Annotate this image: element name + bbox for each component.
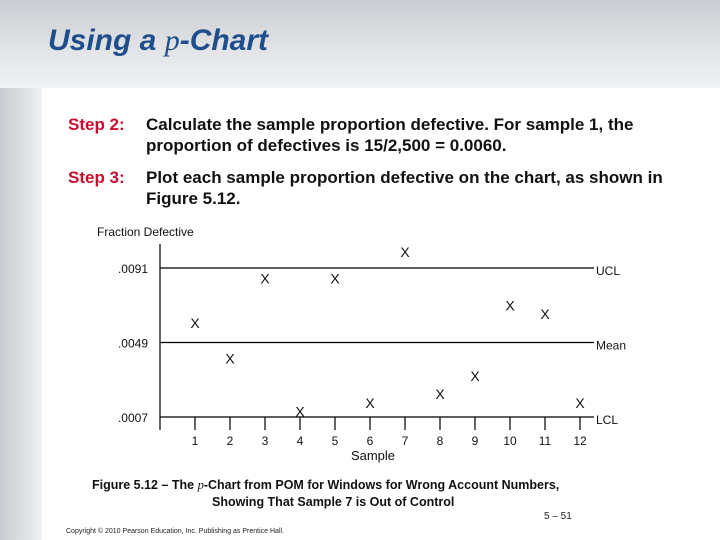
data-point-sample-1: X bbox=[190, 314, 200, 331]
title-prefix: Using a bbox=[48, 24, 165, 57]
data-point-sample-8: X bbox=[435, 385, 445, 402]
step-2-label: Step 2: bbox=[68, 115, 125, 134]
x-tick-label-3: 3 bbox=[261, 434, 269, 448]
x-tick-label-8: 8 bbox=[436, 434, 444, 448]
x-tick-label-2: 2 bbox=[226, 434, 234, 448]
x-axis-ticks bbox=[192, 417, 587, 448]
data-point-sample-7: X bbox=[400, 244, 410, 261]
step-3-text: Plot each sample proportion defective on the chart, as shown in Figure 5.12. bbox=[146, 168, 663, 208]
limit-tick-mean: .0049 bbox=[117, 336, 148, 351]
limit-label-mean: Mean bbox=[596, 338, 627, 353]
title-suffix: -Chart bbox=[179, 24, 269, 57]
data-point-sample-11: X bbox=[540, 306, 550, 323]
x-tick-label-11: 11 bbox=[538, 434, 552, 448]
caption-prefix: Figure 5.12 – The bbox=[92, 478, 198, 492]
x-tick-label-9: 9 bbox=[471, 434, 479, 448]
caption-line-2: Showing That Sample 7 is Out of Control bbox=[212, 495, 455, 509]
data-point-sample-4: X bbox=[295, 403, 305, 420]
data-point-sample-5: X bbox=[330, 270, 340, 287]
data-point-sample-2: X bbox=[225, 350, 235, 367]
step-2-text: Calculate the sample proportion defective. For sample 1, the proportion of defectives is 15/2,500 = 0.0060. bbox=[146, 115, 634, 155]
limit-label-lcl: LCL bbox=[596, 413, 619, 427]
limit-tick-lcl: .0007 bbox=[117, 411, 148, 425]
data-point-sample-10: X bbox=[505, 297, 515, 314]
data-point-sample-9: X bbox=[470, 368, 480, 385]
caption-p-symbol: p bbox=[197, 478, 204, 492]
x-axis-label: Sample bbox=[350, 448, 396, 463]
data-point-sample-6: X bbox=[365, 394, 375, 411]
x-tick-label-4: 4 bbox=[296, 434, 304, 448]
limit-label-ucl: UCL bbox=[596, 264, 621, 278]
y-axis-label: Fraction Defective bbox=[97, 225, 194, 239]
data-point-sample-12: X bbox=[575, 394, 585, 411]
page-number: 5 – 51 bbox=[544, 511, 572, 522]
x-tick-label-12: 12 bbox=[573, 434, 587, 448]
x-tick-label-10: 10 bbox=[503, 434, 517, 448]
x-tick-label-5: 5 bbox=[331, 434, 339, 448]
figure-caption bbox=[92, 477, 652, 511]
x-tick-label-6: 6 bbox=[366, 434, 374, 448]
step-3-label: Step 3: bbox=[68, 168, 125, 187]
limit-tick-ucl: .0091 bbox=[117, 262, 148, 276]
data-points bbox=[190, 244, 585, 420]
caption-suffix: -Chart from POM for Windows for Wrong Account Numbers, bbox=[203, 478, 560, 492]
copyright: Copyright © 2010 Pearson Education, Inc. Publishing as Prentice Hall. bbox=[66, 528, 285, 535]
x-tick-label-7: 7 bbox=[401, 434, 409, 448]
data-point-sample-3: X bbox=[260, 270, 270, 287]
x-tick-label-1: 1 bbox=[191, 434, 199, 448]
title-p-symbol: p bbox=[164, 24, 180, 57]
